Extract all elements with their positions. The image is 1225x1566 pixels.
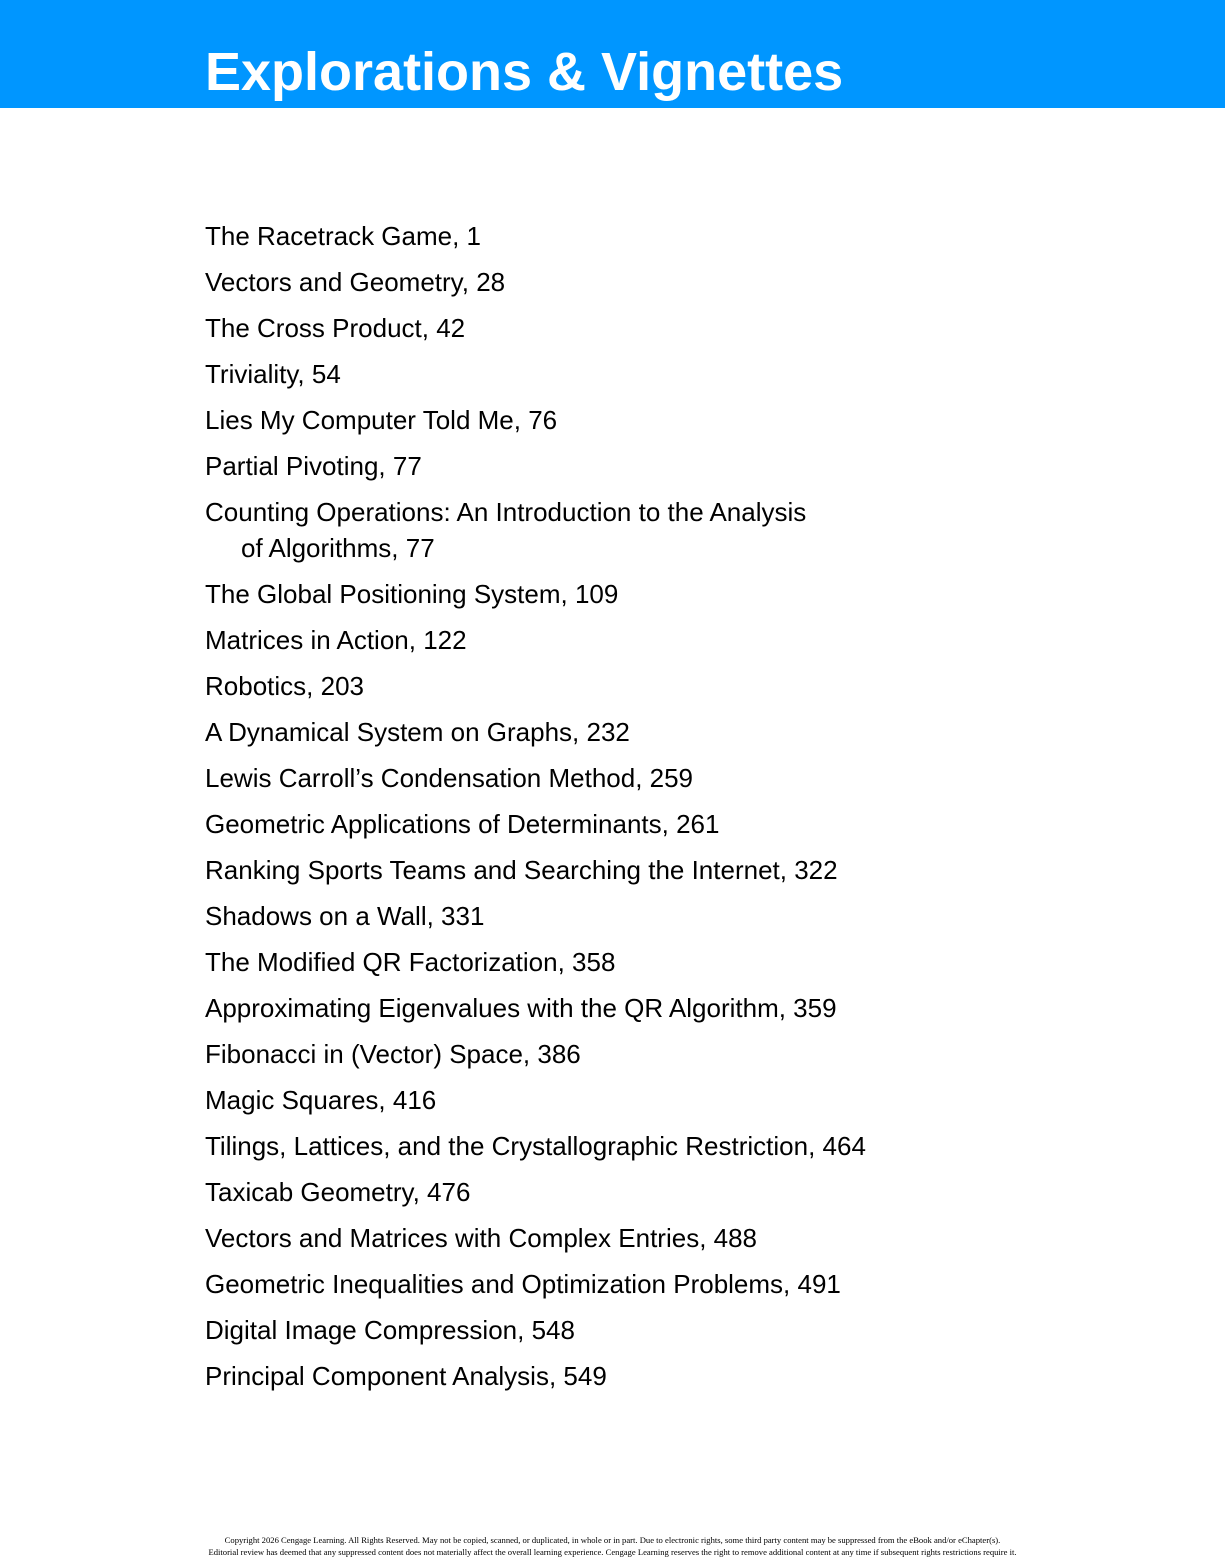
- copyright-footer: [0, 1534, 1225, 1558]
- toc-item: [205, 944, 1005, 980]
- toc-item: [205, 714, 1005, 750]
- toc-item-label: Vectors and Matrices with Complex Entries, 488: [205, 1223, 758, 1253]
- toc-item-label: Ranking Sports Teams and Searching the Internet, 322: [205, 855, 838, 885]
- toc-item: [205, 1036, 1005, 1072]
- toc-item: [205, 356, 1005, 392]
- toc-item-label: Lies My Computer Told Me, 76: [205, 405, 558, 435]
- toc-item: [205, 1082, 1005, 1118]
- toc-item: [205, 760, 1005, 796]
- toc-item: [205, 576, 1005, 612]
- toc-item-label: Lewis Carroll’s Condensation Method, 259: [205, 763, 694, 793]
- toc-item: [205, 1174, 1005, 1210]
- toc-item-label: Geometric Applications of Determinants, 261: [205, 809, 720, 839]
- toc-item: [205, 402, 1005, 438]
- toc-item-label: The Racetrack Game, 1: [205, 221, 481, 251]
- toc-item-label: Digital Image Compression, 548: [205, 1315, 575, 1345]
- toc-item: [205, 1128, 1005, 1164]
- toc-item-label: Triviality, 54: [205, 359, 341, 389]
- copyright-line-1: Copyright 2026 Cengage Learning. All Rights Reserved. May not be copied, scanned, or duplicated, in whole or in part. Due to electronic rights, some third party content may be suppressed from the eBook and/or eChapter(s).: [224, 1535, 1001, 1545]
- toc-item-label: Robotics, 203: [205, 671, 364, 701]
- toc-item: [205, 852, 1005, 888]
- toc-item-label: Fibonacci in (Vector) Space, 386: [205, 1039, 581, 1069]
- toc-item: [205, 990, 1005, 1026]
- toc-item: [205, 1312, 1005, 1348]
- toc-item: [205, 310, 1005, 346]
- toc-item: [205, 264, 1005, 300]
- toc-item-label: Partial Pivoting, 77: [205, 451, 422, 481]
- page-title: Explorations & Vignettes: [205, 42, 844, 102]
- toc-item: [205, 1220, 1005, 1256]
- toc-item: [205, 494, 1005, 566]
- toc-item: [205, 448, 1005, 484]
- toc-item-label: Shadows on a Wall, 331: [205, 901, 485, 931]
- toc-item-label: Principal Component Analysis, 549: [205, 1361, 607, 1391]
- toc-item: [205, 1266, 1005, 1302]
- toc-item: [205, 668, 1005, 704]
- toc-item-label: Geometric Inequalities and Optimization Problems, 491: [205, 1269, 841, 1299]
- toc-item: [205, 218, 1005, 254]
- toc-item-label: The Cross Product, 42: [205, 313, 466, 343]
- toc-item-label: Approximating Eigenvalues with the QR Algorithm, 359: [205, 993, 837, 1023]
- toc-item-label: The Modified QR Factorization, 358: [205, 947, 616, 977]
- toc-item-label: Magic Squares, 416: [205, 1085, 437, 1115]
- toc-item-label: The Global Positioning System, 109: [205, 579, 619, 609]
- toc-item-label: Taxicab Geometry, 476: [205, 1177, 471, 1207]
- toc-item: [205, 898, 1005, 934]
- toc-item-continuation: of Algorithms, 77: [241, 533, 435, 563]
- toc-item: [205, 1358, 1005, 1394]
- copyright-line-2: Editorial review has deemed that any suppressed content does not materially affect the overall learning experience. Cengage Learning reserves the right to remove additional content at any time if subsequent rights restrictions require it.: [208, 1547, 1017, 1557]
- toc-list: [205, 218, 1005, 1404]
- toc-item-label: Tilings, Lattices, and the Crystallographic Restriction, 464: [205, 1131, 866, 1161]
- toc-item: [205, 806, 1005, 842]
- toc-item-label: Matrices in Action, 122: [205, 625, 467, 655]
- toc-item: [205, 622, 1005, 658]
- toc-item-label: A Dynamical System on Graphs, 232: [205, 717, 630, 747]
- toc-item-label: Counting Operations: An Introduction to the Analysis: [205, 497, 807, 527]
- toc-item-label: Vectors and Geometry, 28: [205, 267, 506, 297]
